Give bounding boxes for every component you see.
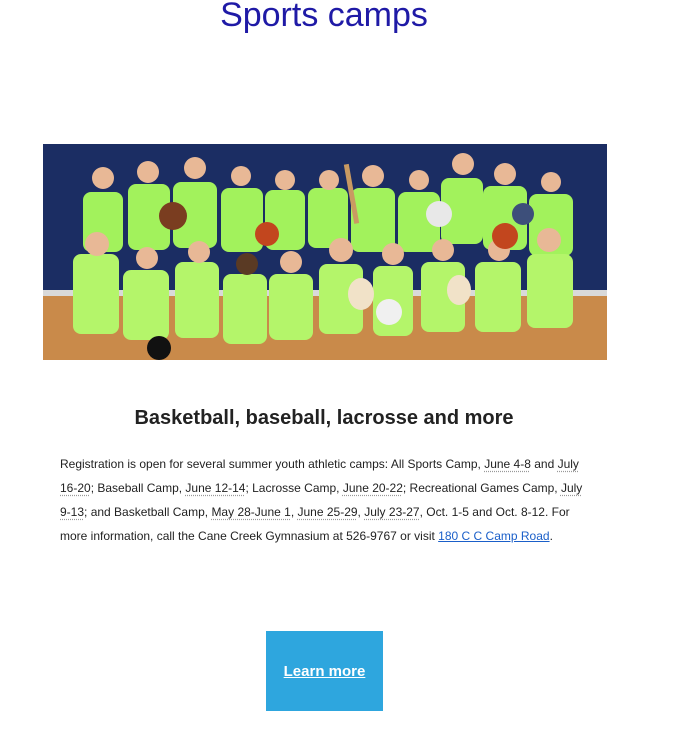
date-range: June 12-14: [185, 481, 246, 495]
text-segment: and: [530, 457, 558, 471]
date-range: May 28-June 1: [211, 505, 291, 519]
text-segment: ,: [290, 505, 298, 519]
date-range: July 16-20: [60, 457, 579, 495]
learn-more-button[interactable]: [266, 631, 383, 711]
section-heading: Basketball, baseball, lacrosse and more: [134, 407, 514, 429]
text-segment: ; Lacrosse Camp,: [245, 481, 343, 495]
camp-description: [60, 452, 592, 548]
date-range: July 9-13: [60, 481, 583, 519]
page-title: Sports camps: [220, 0, 428, 34]
date-range: June 20-22: [342, 481, 403, 495]
text-segment: ; Baseball Camp,: [90, 481, 186, 495]
learn-more-link[interactable]: Learn more: [283, 662, 366, 680]
text-segment: ; Recreational Games Camp,: [402, 481, 561, 495]
text-segment: Registration is open for several summer youth athletic camps: All Sports Camp,: [60, 457, 485, 471]
text-segment: ; and Basketball Camp,: [84, 505, 212, 519]
text-segment: ,: [357, 505, 365, 519]
address-link[interactable]: 180 C C Camp Road: [438, 529, 550, 543]
date-range: June 4-8: [484, 457, 531, 471]
camp-group-photo: [43, 144, 607, 360]
date-range: July 23-27: [364, 505, 420, 519]
text-segment: , Oct. 1-5 and Oct. 8-12. For more information, call the Cane Creek Gymnasium at 526-9767 or visit: [60, 505, 570, 543]
text-segment: .: [549, 529, 553, 543]
hero-image: [43, 144, 607, 360]
date-range: June 25-29: [297, 505, 358, 519]
